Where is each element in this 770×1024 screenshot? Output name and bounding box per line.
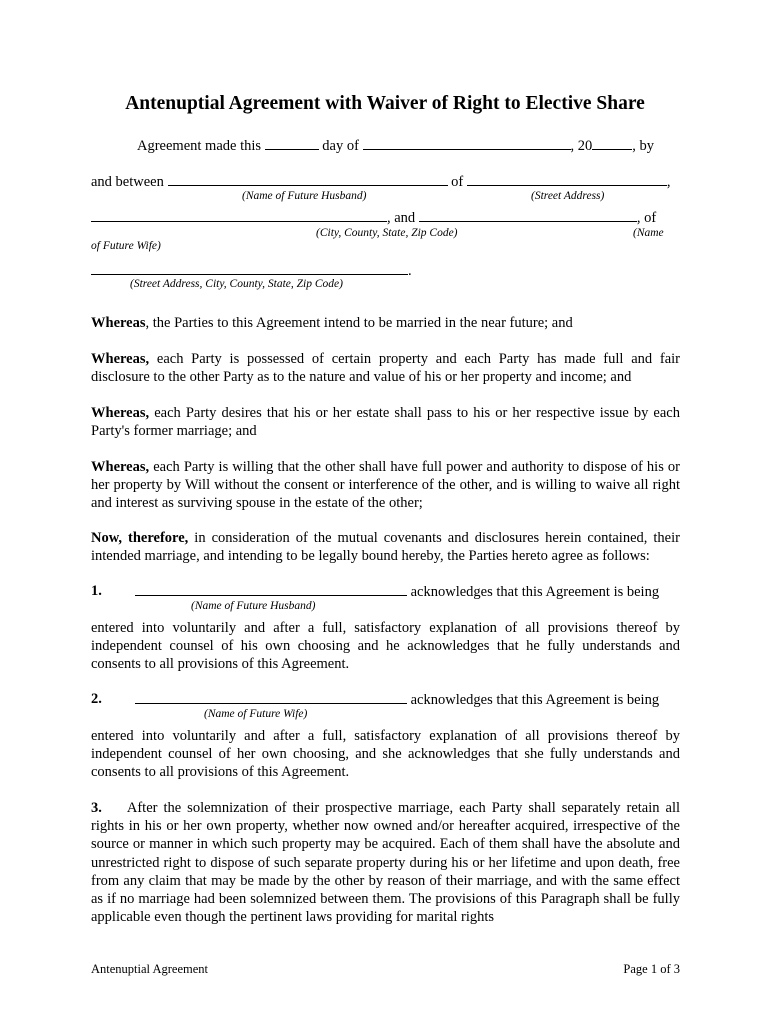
- clause-1-body: entered into voluntarily and after a full, satisfactory explanation of all provisions thereof by independent counsel of his own choosing and he acknowledges that he fully understands and consents to all provisions of this Agreement.: [91, 620, 680, 673]
- period-text: .: [408, 263, 412, 279]
- of2-text: , of: [636, 210, 657, 226]
- page-number: Page 1 of 3: [623, 962, 680, 976]
- caption-city: (City, County, State, Zip Code): [316, 227, 458, 239]
- clause-number: 3.: [91, 800, 102, 816]
- wife-ack-blank[interactable]: [135, 691, 407, 704]
- clause-1-caption: (Name of Future Husband): [191, 600, 316, 612]
- clause-2-caption: (Name of Future Wife): [204, 708, 308, 720]
- husband-city-blank[interactable]: [91, 209, 387, 222]
- caption-name: (Name: [633, 227, 664, 239]
- recital-lead: Whereas: [91, 315, 146, 331]
- recital-5: [91, 529, 680, 565]
- footer-title: Antenuptial Agreement: [91, 962, 208, 976]
- clause-number: 2.: [91, 691, 102, 707]
- clause-1-heading: [91, 583, 102, 600]
- caption-street: (Street Address): [531, 190, 605, 202]
- wife-name-blank[interactable]: [419, 209, 637, 222]
- intro-line-3: [91, 209, 656, 227]
- recital-3: [91, 404, 680, 440]
- recital-text: in consideration of the mutual covenants and disclosures herein contained, their intended marriage, and intending to be legally bound hereby, the Parties hereto agree as follows:: [91, 530, 680, 565]
- by-text: , by: [632, 138, 655, 154]
- recital-4: [91, 458, 680, 513]
- caption-wife-cont: of Future Wife): [91, 240, 161, 252]
- year-prefix-text: , 20: [570, 138, 593, 154]
- intro-line-1: [137, 137, 654, 155]
- caption-full-address: (Street Address, City, County, State, Zip Code): [130, 278, 343, 290]
- clause-ack-text: acknowledges that this Agreement is being: [410, 584, 660, 600]
- and-between-text: and between: [91, 174, 164, 190]
- wife-address-blank[interactable]: [91, 262, 408, 275]
- clause-2-body: entered into voluntarily and after a full, satisfactory explanation of all provisions thereof by independent counsel of her own choosing, and she acknowledges that she fully understands and consents to all provisions of this Agreement.: [91, 728, 680, 781]
- clause-1-ack-line: [135, 583, 659, 601]
- day-of-text: day of: [322, 138, 359, 154]
- recital-lead: Whereas,: [91, 405, 150, 421]
- month-blank[interactable]: [363, 137, 571, 150]
- husband-street-blank[interactable]: [467, 173, 667, 186]
- clause-2-heading: [91, 691, 102, 708]
- document-title: Antenuptial Agreement with Waiver of Right to Elective Share: [125, 93, 645, 114]
- comma-text: ,: [666, 174, 671, 190]
- recital-lead: Now, therefore,: [91, 530, 189, 546]
- and-text: , and: [387, 210, 416, 226]
- husband-ack-blank[interactable]: [135, 583, 407, 596]
- of-text: of: [451, 174, 464, 190]
- intro-line-2: [91, 173, 670, 191]
- caption-husband: (Name of Future Husband): [242, 190, 367, 202]
- recital-text: , the Parties to this Agreement intend to be married in the near future; and: [145, 315, 573, 331]
- husband-name-blank[interactable]: [168, 173, 448, 186]
- clause-3: [91, 799, 680, 926]
- day-blank[interactable]: [265, 137, 319, 150]
- agreement-made-text: Agreement made this: [137, 138, 262, 154]
- recital-text: each Party is possessed of certain property and each Party has made full and fair disclosure to the other Party as to the nature and value of his or her property and income; and: [91, 351, 680, 386]
- clause-3-body: After the solemnization of their prospective marriage, each Party shall separately retain all rights in his or her own property, whether now owned and/or hereafter acquired, irrespective of the source or manner in which such property may be acquired. Each of them shall have the absolute and unrestricted right to dispose of such separate property during his or her lifetime and upon death, free from any claim that may be made by the other by reason of their marriage, and with the same effect as if no marriage had been solemnized between them. The provisions of this Paragraph shall be fully applicable even though the pertinent laws providing for marital rights: [91, 800, 680, 926]
- recital-lead: Whereas,: [91, 351, 150, 367]
- year-blank[interactable]: [592, 137, 632, 150]
- recital-lead: Whereas,: [91, 459, 150, 475]
- clause-number: 1.: [91, 583, 102, 599]
- clause-ack-text: acknowledges that this Agreement is being: [410, 692, 660, 708]
- recital-1: [91, 314, 680, 332]
- recital-text: each Party desires that his or her estate shall pass to his or her respective issue by each Party's former marriage; and: [91, 405, 680, 440]
- clause-2-ack-line: [135, 691, 659, 709]
- recital-2: [91, 350, 680, 386]
- recital-text: each Party is willing that the other shall have full power and authority to dispose of his or her property by Will without the consent or interference of the other, and is willing to waive all right and interest as surviving spouse in the estate of the other;: [91, 459, 680, 512]
